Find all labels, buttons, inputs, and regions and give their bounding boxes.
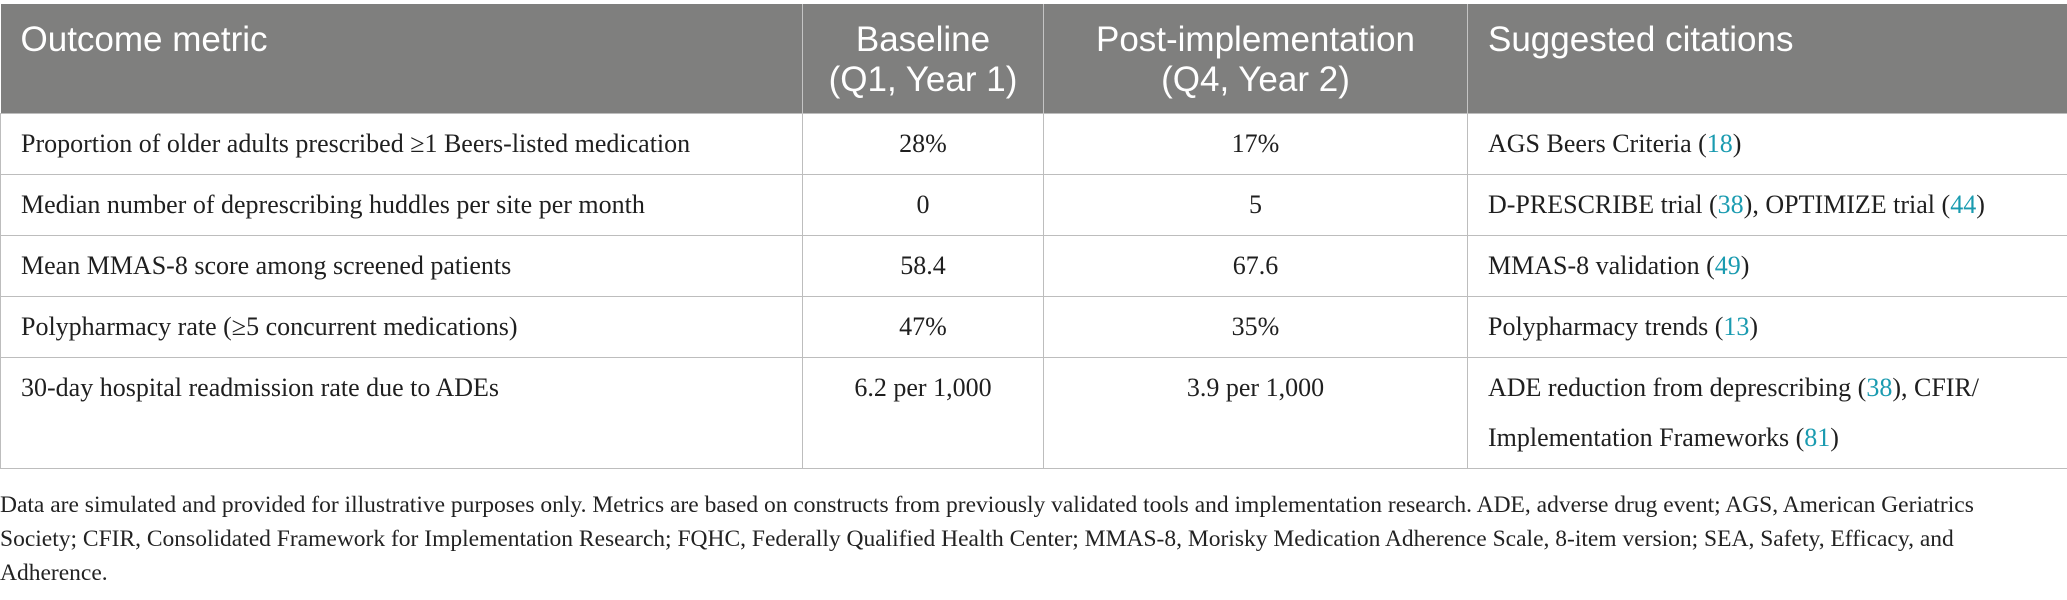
- cell-post-implementation: 67.6: [1044, 235, 1468, 296]
- header-baseline-line1: Baseline: [855, 20, 991, 59]
- cell-baseline: 6.2 per 1,000: [803, 357, 1044, 468]
- cell-baseline: 47%: [803, 296, 1044, 357]
- cell-suggested-citations: [1468, 113, 2067, 174]
- cell-outcome-metric: 30-day hospital readmission rate due to ADEs: [1, 357, 803, 468]
- cell-outcome-metric: Polypharmacy rate (≥5 concurrent medications): [1, 296, 803, 357]
- reference-link[interactable]: 18: [1706, 128, 1733, 158]
- citation-text: ): [1749, 311, 1759, 341]
- header-post-implementation: [1044, 4, 1468, 113]
- reference-link[interactable]: 38: [1866, 372, 1893, 402]
- table-row: [1, 174, 2067, 235]
- table-footnote: Data are simulated and provided for illustrative purposes only. Metrics are based on constructs from previously validated tools and implementation research. ADE, adverse drug event; AGS, American Geriatrics Society; CFIR, Consolidated Framework for Implementation Research; FQHC, Federally Qualified Health Center; MMAS-8, Morisky Medication Adherence Scale, 8-item version; SEA, Safety, Efficacy, and Adherence.: [0, 492, 1974, 586]
- cell-post-implementation: 5: [1044, 174, 1468, 235]
- cell-post-implementation: 3.9 per 1,000: [1044, 357, 1468, 468]
- citation-text: ): [1732, 128, 1742, 158]
- citation-text: ), OPTIMIZE trial (: [1743, 189, 1951, 219]
- header-suggested-citations: Suggested citations: [1468, 4, 2067, 113]
- header-row: [1, 4, 2067, 113]
- reference-link[interactable]: 81: [1804, 422, 1831, 452]
- citation-text: AGS Beers Criteria (: [1488, 128, 1707, 158]
- citation-text: ): [1830, 422, 1839, 452]
- table-header: [1, 4, 2067, 113]
- citation-text: MMAS-8 validation (: [1488, 250, 1715, 280]
- cell-baseline: 58.4: [803, 235, 1044, 296]
- cell-suggested-citations: [1468, 235, 2067, 296]
- citation-text: ): [1976, 189, 1985, 219]
- citation-text: ): [1740, 250, 1750, 280]
- reference-link[interactable]: 44: [1950, 189, 1977, 219]
- table-row: [1, 296, 2067, 357]
- cell-outcome-metric: Proportion of older adults prescribed ≥1 Beers-listed medication: [1, 113, 803, 174]
- cell-suggested-citations: [1468, 357, 2067, 468]
- header-post-line1: Post-implementation: [1095, 20, 1416, 59]
- citation-text: Polypharmacy trends (: [1488, 311, 1724, 341]
- outcomes-table: [0, 4, 2067, 469]
- table-body: [1, 113, 2067, 468]
- header-post-line2: (Q4, Year 2): [1161, 60, 1350, 99]
- table-row: [1, 357, 2067, 468]
- header-baseline-line2: (Q1, Year 1): [828, 60, 1018, 99]
- header-outcome-metric: Outcome metric: [20, 20, 268, 59]
- cell-outcome-metric: Mean MMAS-8 score among screened patients: [1, 235, 803, 296]
- citation-text: ), CFIR/ Implementation Frameworks (: [1488, 372, 1980, 452]
- cell-suggested-citations: [1468, 296, 2067, 357]
- table-row: [1, 235, 2067, 296]
- cell-post-implementation: 17%: [1044, 113, 1468, 174]
- citation-text: D-PRESCRIBE trial (: [1488, 189, 1718, 219]
- reference-link[interactable]: 49: [1714, 250, 1741, 280]
- reference-link[interactable]: 13: [1723, 311, 1750, 341]
- header-baseline: [803, 4, 1044, 113]
- cell-baseline: 28%: [803, 113, 1044, 174]
- cell-baseline: 0: [803, 174, 1044, 235]
- cell-suggested-citations: [1468, 174, 2067, 235]
- cell-post-implementation: 35%: [1044, 296, 1468, 357]
- citation-text: ADE reduction from deprescribing (: [1488, 372, 1867, 402]
- cell-outcome-metric: Median number of deprescribing huddles per site per month: [1, 174, 803, 235]
- reference-link[interactable]: 38: [1717, 189, 1744, 219]
- table-row: [1, 113, 2067, 174]
